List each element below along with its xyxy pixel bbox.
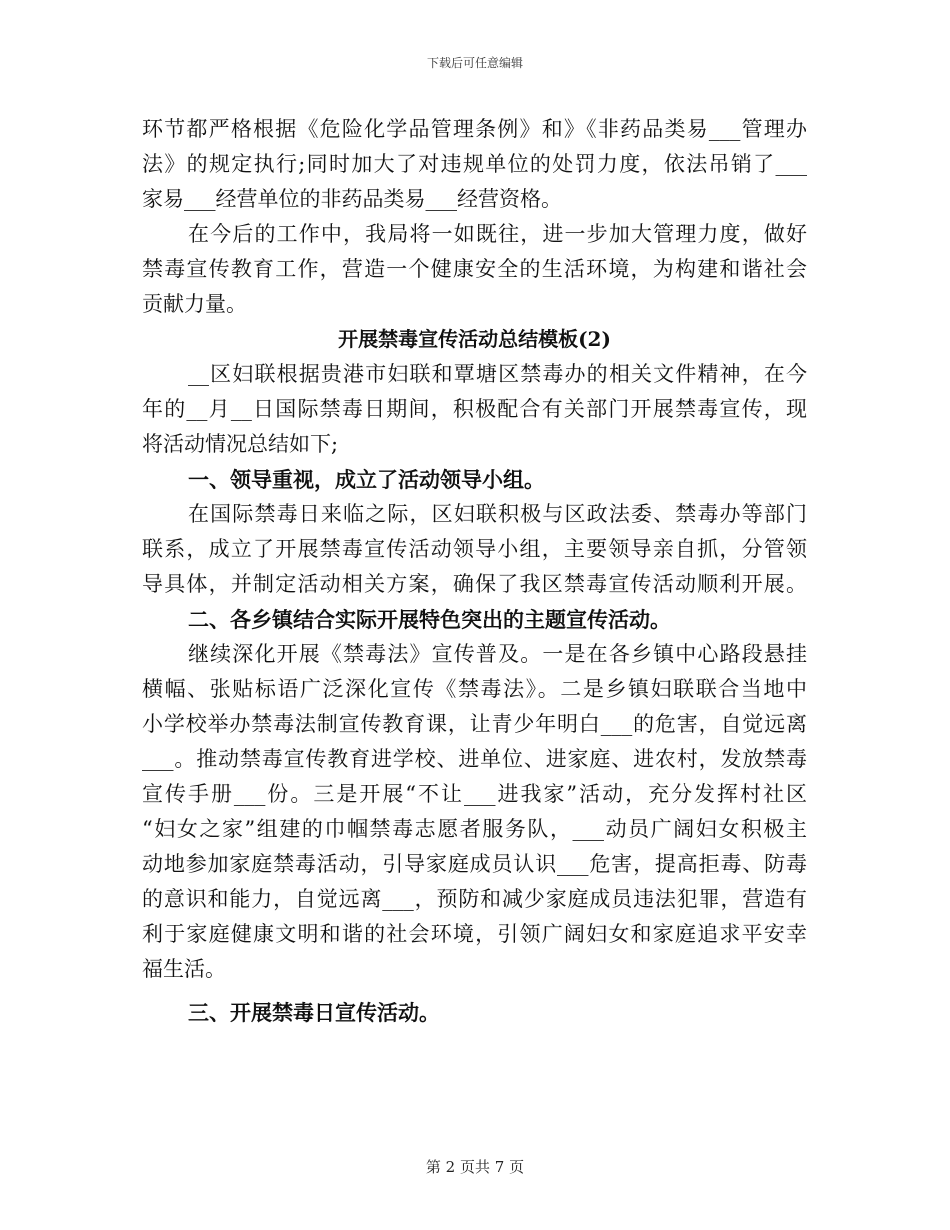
paragraph-line: __区妇联根据贵港市妇联和覃塘区禁毒办的相关文件精神，在今 <box>188 362 807 386</box>
heading-one: 一、领导重视，成立了活动领导小组。 <box>188 467 545 492</box>
paragraph-line: “妇女之家”组建的巾帼禁毒志愿者服务队，___动员广阔妇女积极主 <box>142 817 807 841</box>
paragraph-line: 联系，成立了开展禁毒宣传活动领导小组，主要领导亲自抓，分管领 <box>142 537 807 561</box>
paragraph-line: 环节都严格根据《危险化学品管理条例》和》《非药品类易___管理办 <box>142 117 807 141</box>
paragraph-line: 的意识和能力，自觉远离___，预防和减少家庭成员违法犯罪，营造有 <box>142 887 807 911</box>
paragraph-line: 在国际禁毒日来临之际，区妇联积极与区政法委、禁毒办等部门 <box>188 502 807 526</box>
paragraph-line: 家易___经营单位的非药品类易___经营资格。 <box>142 187 562 211</box>
heading-two: 二、各乡镇结合实际开展特色突出的主题宣传活动。 <box>188 607 671 632</box>
page-number: 第 2 页共 7 页 <box>425 1158 525 1176</box>
paragraph-line: ___。推动禁毒宣传教育进学校、进单位、进家庭、进农村，发放禁毒 <box>142 747 807 771</box>
paragraph-line: 宣传手册___份。三是开展“不让___进我家”活动，充分发挥村社区 <box>142 782 807 806</box>
paragraph-line: 继续深化开展《禁毒法》宣传普及。一是在各乡镇中心路段悬挂 <box>188 642 807 666</box>
page-header-note: 下载后可任意编辑 <box>426 56 523 70</box>
heading-three: 三、开展禁毒日宣传活动。 <box>188 1000 440 1025</box>
paragraph-line: 将活动情况总结如下; <box>142 432 339 456</box>
paragraph-line: 年的__月__日国际禁毒日期间，积极配合有关部门开展禁毒宣传，现 <box>142 397 807 421</box>
paragraph-line: 导具体，并制定活动相关方案，确保了我区禁毒宣传活动顺利开展。 <box>142 572 807 596</box>
paragraph-line: 动地参加家庭禁毒活动，引导家庭成员认识___危害，提高拒毒、防毒 <box>142 852 807 876</box>
paragraph-line: 福生活。 <box>142 957 226 981</box>
paragraph-line: 贡献力量。 <box>142 292 247 316</box>
paragraph-line: 禁毒宣传教育工作，营造一个健康安全的生活环境，为构建和谐社会 <box>142 257 807 281</box>
document-body <box>142 112 807 1030</box>
paragraph-line: 在今后的工作中，我局将一如既往，进一步加大管理力度，做好 <box>188 222 807 246</box>
section-title: 开展禁毒宣传活动总结模板(2) <box>338 327 611 351</box>
paragraph-line: 横幅、张贴标语广泛深化宣传《禁毒法》。二是乡镇妇联联合当地中 <box>142 677 807 701</box>
paragraph-line: 利于家庭健康文明和谐的社会环境，引领广阔妇女和家庭追求平安幸 <box>142 922 807 946</box>
paragraph-line: 小学校举办禁毒法制宣传教育课，让青少年明白___的危害，自觉远离 <box>142 712 807 736</box>
paragraph-line: 法》的规定执行;同时加大了对违规单位的处罚力度，依法吊销了___ <box>142 152 807 176</box>
spacer <box>142 987 807 995</box>
